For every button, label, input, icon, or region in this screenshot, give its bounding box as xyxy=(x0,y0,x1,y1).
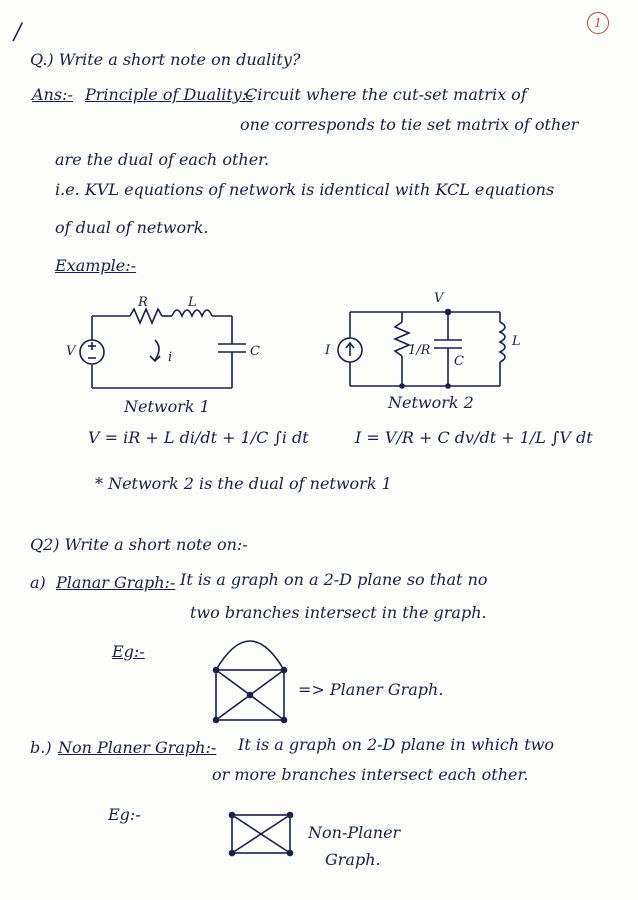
planar-prefix: a) xyxy=(30,573,46,592)
network-2-equation: I = V/R + C dv/dt + 1/L ∫V dt xyxy=(355,428,593,447)
duality-heading: Principle of Duality:- xyxy=(85,85,253,104)
top-margin-mark: / xyxy=(14,20,22,45)
nonplanar-label-line-1: Non-Planer xyxy=(308,823,401,842)
net1-label-v: V xyxy=(66,344,76,359)
planar-eg-label: Eg:- xyxy=(112,642,145,661)
planar-definition-line-1: It is a graph on a 2-D plane so that no xyxy=(180,570,488,589)
ie-line-2: of dual of network. xyxy=(55,218,209,237)
planar-graph-label: => Planer Graph. xyxy=(298,680,444,699)
duality-definition-line-2: one corresponds to tie set matrix of other xyxy=(240,115,579,134)
net2-label-l: L xyxy=(512,334,521,349)
duality-definition-line-1: Circuit where the cut-set matrix of xyxy=(245,85,527,104)
network-2-caption: Network 2 xyxy=(388,393,474,412)
net2-label-v: V xyxy=(434,291,444,306)
net1-label-c: C xyxy=(250,344,260,359)
nonplanar-eg-label: Eg:- xyxy=(108,805,141,824)
network-1-caption: Network 1 xyxy=(124,397,210,416)
example-label: Example:- xyxy=(55,256,137,275)
planar-heading: Planar Graph:- xyxy=(56,573,176,592)
net2-label-c: C xyxy=(454,354,464,369)
net1-label-current: i xyxy=(168,350,173,365)
nonplanar-prefix: b.) xyxy=(30,738,52,757)
duality-definition-line-3: are the dual of each other. xyxy=(55,150,270,169)
nonplanar-definition-line-1: It is a graph on 2-D plane in which two xyxy=(238,735,554,754)
q1-question: Q.) Write a short note on duality? xyxy=(30,50,301,69)
net1-label-r: R xyxy=(138,295,148,310)
answer-label: Ans:- xyxy=(32,85,73,104)
duality-conclusion: * Network 2 is the dual of network 1 xyxy=(95,474,392,493)
q2-question: Q2) Write a short note on:- xyxy=(30,535,248,554)
net2-label-r: 1/R xyxy=(408,343,431,358)
planar-definition-line-2: two branches intersect in the graph. xyxy=(190,603,487,622)
nonplanar-heading: Non Planer Graph:- xyxy=(58,738,217,757)
net1-label-l: L xyxy=(188,295,197,310)
network-1-equation: V = iR + L di/dt + 1/C ∫i dt xyxy=(88,428,309,447)
nonplanar-label-line-2: Graph. xyxy=(325,850,381,869)
page-number-badge: 1 xyxy=(587,12,609,34)
ie-line-1: i.e. KVL equations of network is identical with KCL equations xyxy=(55,180,555,199)
net2-label-i: I xyxy=(325,343,331,358)
nonplanar-definition-line-2: or more branches intersect each other. xyxy=(212,765,529,784)
